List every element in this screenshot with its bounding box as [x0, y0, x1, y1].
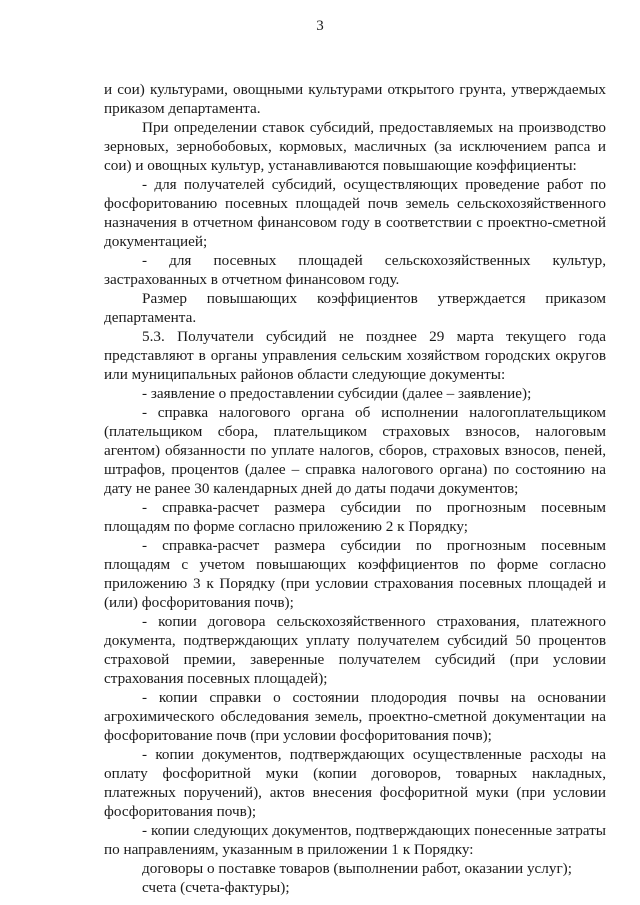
document-body: [104, 80, 606, 897]
paragraph: Размер повышающих коэффициентов утверждается приказом департамента.: [104, 290, 606, 326]
list-item: - для посевных площадей сельскохозяйственных культур, застрахованных в отчетном финансовом году.: [104, 252, 606, 288]
list-item: - для получателей субсидий, осуществляющих проведение работ по фосфоритованию посевных площадей почв земель сельскохозяйственного назначения в отчетном финансовом году в соответствии с проектно-сметной документацией;: [104, 176, 606, 250]
sub-list-item: счета (счета-фактуры);: [142, 879, 290, 896]
sub-list-item: договоры о поставке товаров (выполнении работ, оказании услуг);: [142, 860, 572, 877]
page-number: 3: [316, 18, 324, 34]
paragraph: При определении ставок субсидий, предоставляемых на производство зерновых, зернобобовых, кормовых, масличных (за исключением рапса и сои) и овощных культур, устанавливаются повышающие коэффициенты:: [104, 119, 606, 174]
list-item: - копии справки о состоянии плодородия почвы на основании агрохимического обследования земель, проектно-сметной документации на фосфоритование почв (при условии фосфоритования почв);: [104, 689, 606, 744]
list-item: - заявление о предоставлении субсидии (далее – заявление);: [142, 385, 532, 402]
section-paragraph: 5.3. Получатели субсидий не позднее 29 марта текущего года представляют в органы управления сельским хозяйством городских округов или муниципальных районов области следующие документы:: [104, 328, 606, 383]
list-item: - копии документов, подтверждающих осуществленные расходы на оплату фосфоритной муки (копии договоров, товарных накладных, платежных поручений), актов внесения фосфоритной муки (при условии фосфоритования почв);: [104, 746, 606, 820]
list-item: - справка-расчет размера субсидии по прогнозным посевным площадям по форме согласно приложению 2 к Порядку;: [104, 499, 606, 535]
list-item: - справка-расчет размера субсидии по прогнозным посевным площадям с учетом повышающих коэффициентов по форме согласно приложению 3 к Порядку (при условии страхования посевных площадей и (или) фосфоритования почв);: [104, 537, 606, 611]
list-item: - копии следующих документов, подтверждающих понесенные затраты по направлениям, указанным в приложении 1 к Порядку:: [104, 822, 606, 858]
paragraph: и сои) культурами, овощными культурами открытого грунта, утверждаемых приказом департамента.: [104, 81, 606, 117]
list-item: - копии договора сельскохозяйственного страхования, платежного документа, подтверждающих уплату получателем субсидий 50 процентов страховой премии, заверенные получателем субсидий (при условии страхования посевных площадей);: [104, 613, 606, 687]
list-item: - справка налогового органа об исполнении налогоплательщиком (плательщиком сбора, плательщиком страховых взносов, налоговым агентом) обязанности по уплате налогов, сборов, страховых взносов, пеней, штрафов, процентов (далее – справка налогового органа) по состоянию на дату не ранее 30 календарных дней до даты подачи документов;: [104, 404, 606, 497]
